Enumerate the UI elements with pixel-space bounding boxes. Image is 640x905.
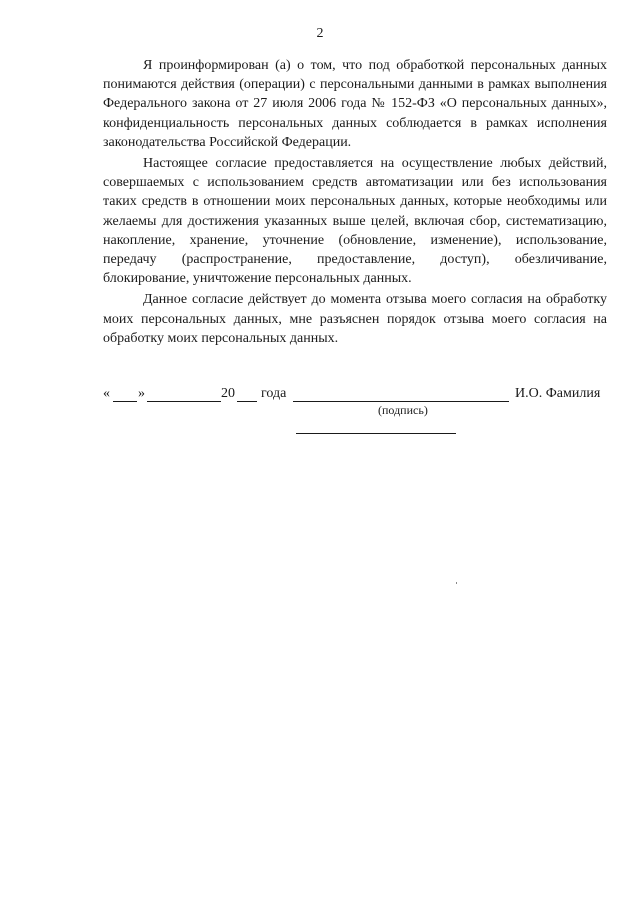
end-divider — [296, 433, 456, 434]
paragraph-informed: Я проинформирован (а) о том, что под обработкой персональных данных понимаются действия (операции) с персональными данными в рамках выполнения Федерального закона от 27 июля 2006 года № 152-ФЗ «О персональных данных», конфиденциальность персональных данных соблюдается в рамках исполнения законодательства Российской Федерации. — [103, 58, 607, 150]
paragraph-consent-validity: Данное согласие действует до момента отзыва моего согласия на обработку моих персональных данных, мне разъяснен порядок отзыва моего согласия на обработку моих персональных данных. — [103, 292, 607, 346]
day-blank — [113, 401, 137, 402]
signature-line — [103, 386, 608, 406]
signer-name: И.О. Фамилия — [515, 386, 601, 401]
consent-body — [103, 56, 607, 350]
quote-close: » — [138, 386, 145, 401]
quote-open: « — [103, 386, 110, 401]
signature-caption: (подпись) — [378, 403, 428, 417]
year-blank — [237, 401, 257, 402]
year-century: 20 — [221, 386, 235, 401]
scan-speck — [456, 582, 457, 584]
signature-blank — [293, 401, 509, 402]
year-word: года — [261, 386, 287, 401]
paragraph-consent-scope: Настоящее согласие предоставляется на осуществление любых действий, совершаемых с использованием средств автоматизации или без использования таких средств в отношении моих персональных данных, которые необходимы или желаемы для достижения указанных выше целей, включая сбор, систематизацию, накопление, хранение, уточнение (обновление, изменение), использование, передачу (распространение, предоставление, доступ), обезличивание, блокирование, уничтожение персональных данных. — [103, 156, 607, 287]
page-number: 2 — [316, 26, 324, 41]
month-blank — [147, 401, 221, 402]
